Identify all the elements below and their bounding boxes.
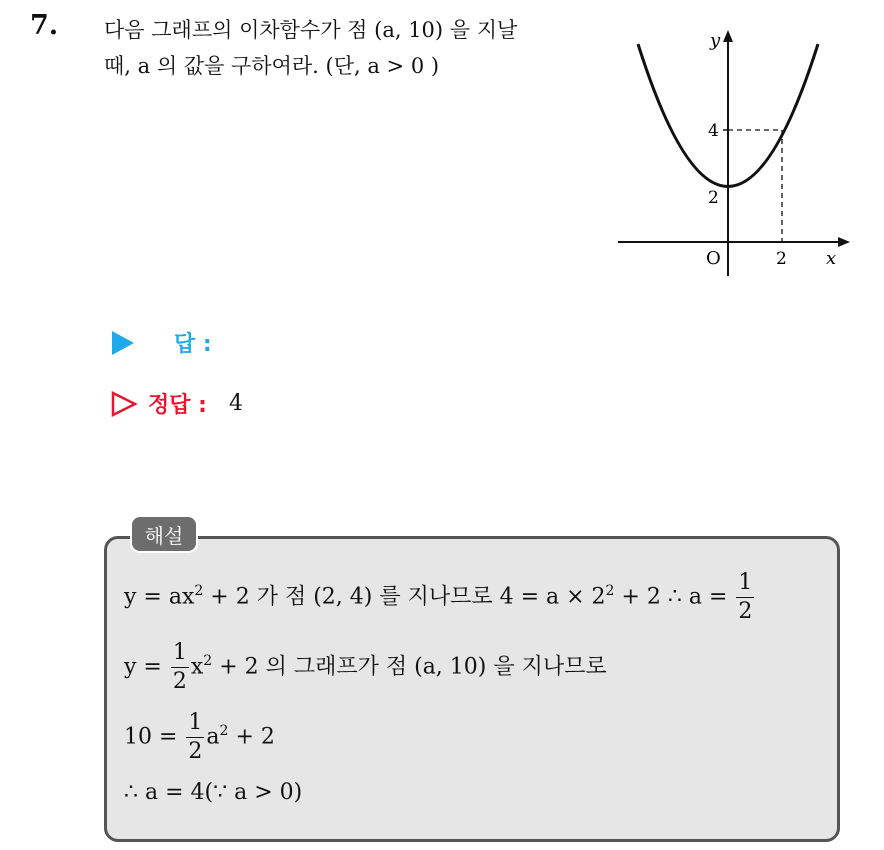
origin-label: O [706, 248, 721, 269]
tick-label-2-x: 2 [776, 249, 787, 269]
answer-label: 답 : [174, 332, 212, 357]
fraction-one-half: $\frac{1}{2}$ [188, 710, 203, 764]
solution-line-4: ∴ a = 4(∵ a > 0) [124, 780, 303, 805]
tick-label-2-y: 2 [708, 188, 719, 208]
outline-arrow-icon [110, 390, 138, 418]
fraction-one-half: $\frac{1}{2}$ [172, 640, 187, 694]
solution-line-3: 10 = $\frac{1}{2}$ $a^2 + 2$ [124, 710, 275, 764]
parabola-graph [610, 24, 860, 284]
correct-answer-label: 정답 : [148, 393, 207, 418]
question-text [104, 12, 594, 84]
question-number: 7. [30, 10, 59, 41]
play-arrow-icon [110, 329, 136, 357]
fraction-one-half: $\frac{1}{2}$ [738, 570, 753, 624]
x-axis-label: x [826, 248, 837, 269]
tick-label-4: 4 [708, 121, 719, 141]
question-line-2: 때, a 의 값을 구하여라. (단, a > 0 ) [104, 54, 440, 78]
answer-row [110, 327, 212, 358]
question-line-1: 다음 그래프의 이차함수가 점 (a, 10) 을 지날 [104, 18, 518, 42]
solution-line-2: y = $\frac{1}{2}$ $x^2 + 2$ 의 그래프가 점 (a, 10) 을 지나므로 [124, 640, 607, 694]
correct-answer-row [110, 388, 243, 419]
solution-tab: 해설 [130, 515, 198, 553]
y-axis-label: y [710, 30, 721, 51]
x-axis-arrow [838, 237, 850, 247]
y-axis-arrow [723, 30, 733, 42]
solution-line-1: $y = ax^2 + 2$ 가 점 (2, 4) 를 지나므로 $4 = a \times 2^2 + 2$ ∴ a = $\frac{1}{2}$ [124, 570, 753, 624]
correct-answer-value: 4 [228, 391, 243, 416]
